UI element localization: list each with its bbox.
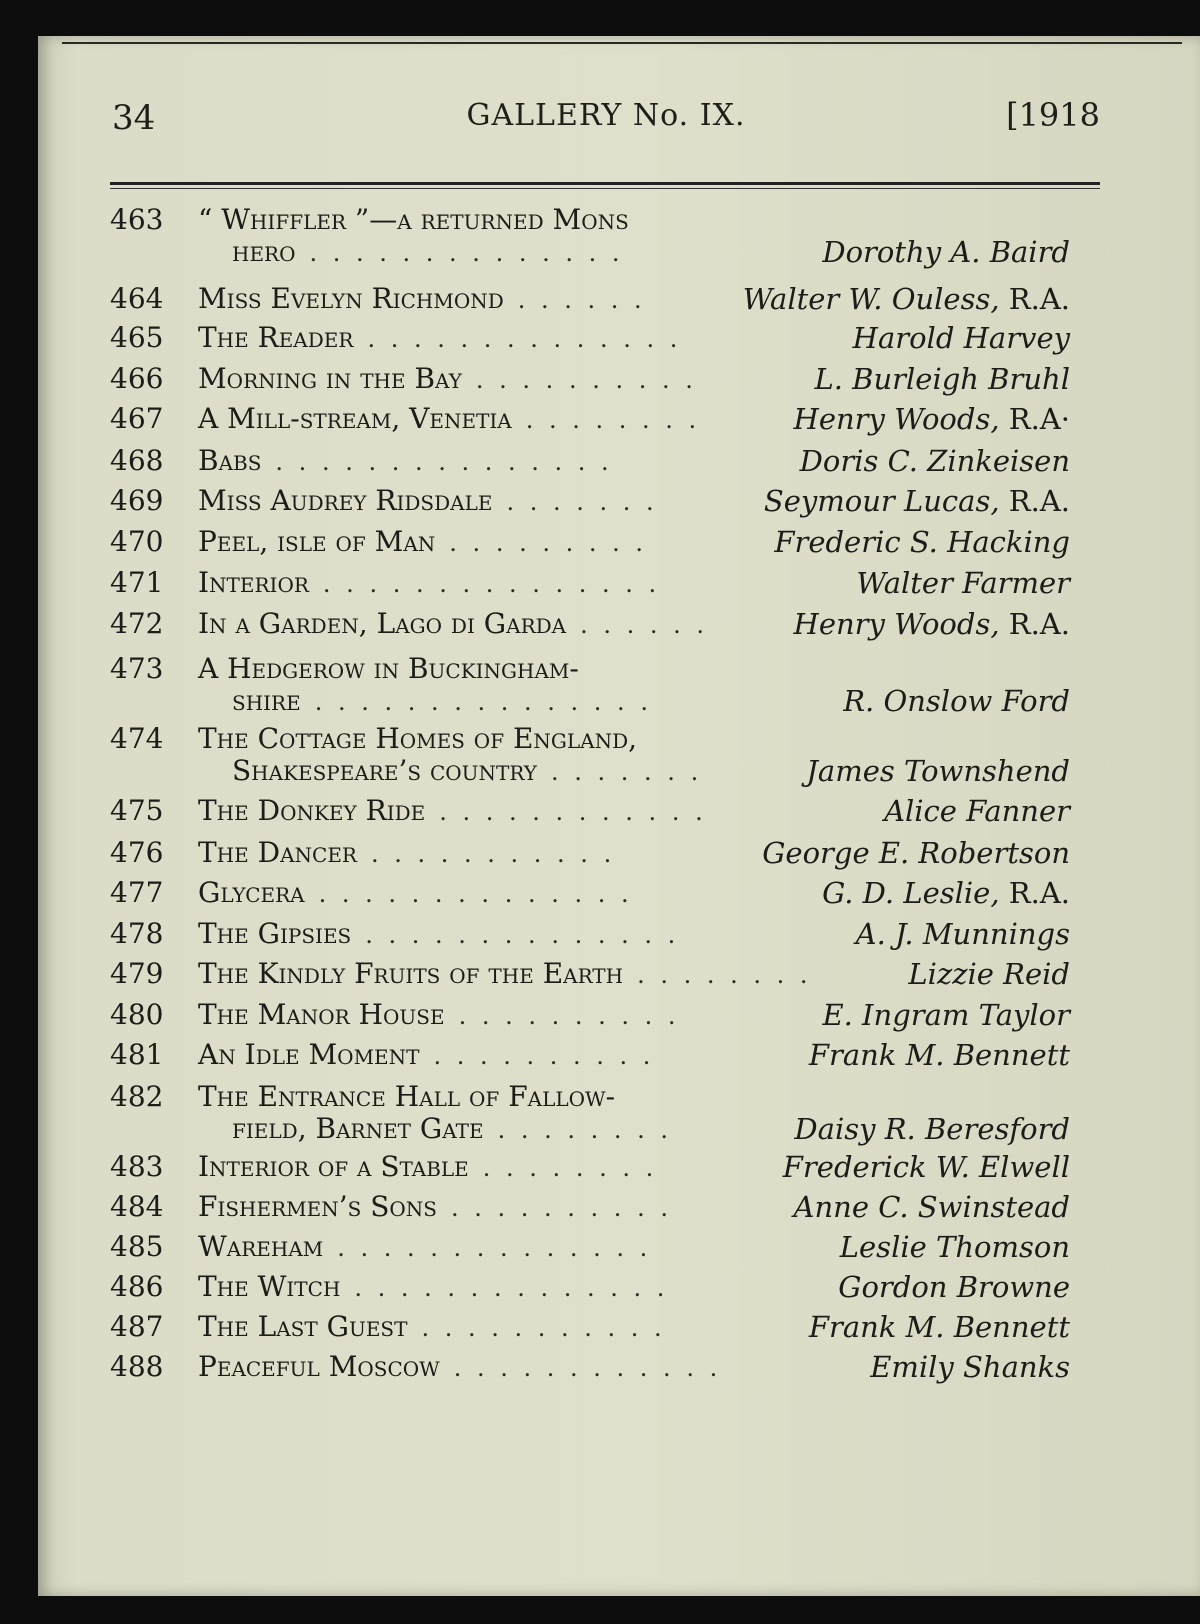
artist-honour: R.A. (999, 484, 1070, 518)
leader-dots: . . . . . . . . . . . (421, 1314, 666, 1342)
running-title: GALLERY No. IX. (466, 98, 746, 133)
leader-dots: . . . . . . . . . . . . . . . (275, 448, 613, 476)
entry-number: 470 (110, 525, 164, 558)
entry-title: The Donkey Ride (198, 794, 426, 827)
entry-title: The Entrance Hall of Fallow- (198, 1080, 616, 1113)
catalogue-entry (110, 444, 1070, 482)
entry-title: The Reader (198, 321, 354, 354)
entry-title: Fishermen’s Sons (198, 1190, 437, 1223)
artist-name: Gordon Browne (838, 1270, 1070, 1304)
artist-name: L. Burleigh Bruhl (814, 362, 1070, 396)
artist-name: Seymour Lucas, R.A. (763, 484, 1070, 518)
catalogue-entry (110, 917, 1070, 955)
entry-title: Babs (198, 444, 262, 477)
entry-number: 480 (110, 998, 164, 1031)
catalogue-entry (110, 722, 1070, 792)
entry-number: 472 (110, 607, 164, 640)
artist-name: Frank M. Bennett (808, 1310, 1070, 1344)
entry-number: 488 (110, 1350, 164, 1383)
entry-number: 479 (110, 957, 164, 990)
entry-title: Interior of a Stable (198, 1150, 469, 1183)
leader-dots: . . . . . . . (506, 488, 658, 516)
entry-title: The Last Guest (198, 1310, 408, 1343)
artist-name: Frank M. Bennett (808, 1038, 1070, 1072)
artist-name: Henry Woods, R.A. (793, 607, 1070, 641)
entry-title: The Kindly Fruits of the Earth (198, 957, 624, 990)
entry-title: The Witch (198, 1270, 341, 1303)
artist-name: Walter Farmer (856, 566, 1070, 600)
entry-number: 473 (110, 652, 164, 685)
year: [1918 (1006, 96, 1100, 134)
catalogue-entry (110, 1080, 1070, 1150)
entry-title: The Dancer (198, 836, 357, 869)
top-edge-rule (62, 42, 1182, 44)
leader-dots: . . . . . . . . . . (451, 1194, 672, 1222)
artist-name: Alice Fanner (884, 794, 1070, 828)
leader-dots: . . . . . . . . . . . . (453, 1354, 722, 1382)
artist-name: R. Onslow Ford (843, 684, 1070, 718)
entry-number: 478 (110, 917, 164, 950)
entry-number: 486 (110, 1270, 164, 1303)
entry-number: 471 (110, 566, 164, 599)
catalogue-entry (110, 321, 1070, 359)
catalogue-entry (110, 607, 1070, 645)
entry-number: 485 (110, 1230, 164, 1263)
entry-number: 481 (110, 1038, 164, 1071)
entry-number: 466 (110, 362, 164, 395)
artist-name: A. J. Munnings (855, 917, 1070, 951)
entry-number: 476 (110, 836, 164, 869)
entry-number: 484 (110, 1190, 164, 1223)
catalogue-entry (110, 998, 1070, 1036)
entry-title: The Gipsies (198, 917, 352, 950)
catalogue-entry (110, 794, 1070, 832)
catalogue-entry (110, 203, 1070, 273)
entry-number: 477 (110, 876, 164, 909)
entry-title: Peaceful Moscow (198, 1350, 440, 1383)
catalogue-entry (110, 1150, 1070, 1188)
artist-name: Leslie Thomson (839, 1230, 1070, 1264)
leader-dots: . . . . . . . . . . . . (439, 798, 707, 826)
entry-number: 464 (110, 282, 164, 315)
catalogue-entry (110, 1038, 1070, 1076)
entry-title-continued: field, Barnet Gate (232, 1112, 484, 1145)
catalogue-entry (110, 1350, 1070, 1388)
entry-title: Miss Audrey Ridsdale (198, 484, 493, 517)
artist-name: Harold Harvey (852, 321, 1070, 355)
page-header (112, 92, 1100, 152)
entry-number: 463 (110, 203, 164, 236)
catalogue-entry (110, 525, 1070, 563)
leader-dots: . . . . . . . . . . . . . . . (314, 688, 652, 716)
entry-title: The Cottage Homes of England, (198, 722, 638, 755)
leader-dots: . . . . . . . . . . . . . . (354, 1274, 669, 1302)
entry-title-continued: Shakespeare’s country (232, 754, 538, 787)
entry-number: 487 (110, 1310, 164, 1343)
artist-name: Emily Shanks (870, 1350, 1070, 1384)
leader-dots: . . . . . . . . . . (475, 366, 697, 394)
artist-name: Walter W. Ouless, R.A. (742, 282, 1070, 316)
leader-dots: . . . . . . . . . . . . . . (318, 880, 633, 908)
entry-number: 468 (110, 444, 164, 477)
entry-number: 467 (110, 402, 164, 435)
entry-title: An Idle Moment (198, 1038, 420, 1071)
leader-dots: . . . . . . . . . . . . . . (309, 239, 624, 267)
artist-name: G. D. Leslie, R.A. (822, 876, 1070, 910)
catalogue-entry (110, 957, 1070, 995)
catalogue-entry (110, 1270, 1070, 1308)
artist-name: Lizzie Reid (908, 957, 1070, 991)
entry-title: Wareham (198, 1230, 324, 1263)
catalogue-entry (110, 876, 1070, 914)
artist-name: Dorothy A. Baird (822, 235, 1070, 269)
entry-title: Morning in the Bay (198, 362, 462, 395)
leader-dots: . . . . . . . . . . (433, 1042, 655, 1070)
catalogue-entry (110, 402, 1070, 440)
entry-title: A Mill-stream, Venetia (198, 402, 512, 435)
leader-dots: . . . . . . . . (497, 1116, 673, 1144)
catalogue-entry (110, 484, 1070, 522)
header-rule-thick (110, 182, 1100, 185)
leader-dots: . . . . . . . . . . . . . . (337, 1234, 652, 1262)
entry-number: 475 (110, 794, 164, 827)
catalogue-entry (110, 282, 1070, 320)
entry-number: 469 (110, 484, 164, 517)
leader-dots: . . . . . . . . . . . . . . (367, 325, 682, 353)
artist-name: Doris C. Zinkeisen (799, 444, 1070, 478)
page-number: 34 (112, 98, 156, 138)
leader-dots: . . . . . . . . (525, 406, 701, 434)
catalogue-entry (110, 1310, 1070, 1348)
artist-name: Frederic S. Hacking (774, 525, 1070, 559)
leader-dots: . . . . . . . . (482, 1154, 658, 1182)
entry-title-continued: shire (232, 684, 301, 717)
artist-name: Frederick W. Elwell (782, 1150, 1070, 1184)
entry-number: 465 (110, 321, 164, 354)
artist-honour: R.A. (999, 876, 1070, 910)
catalogue-entry (110, 836, 1070, 874)
leader-dots: . . . . . . . . . . . . . . . (322, 570, 661, 598)
entry-number: 483 (110, 1150, 164, 1183)
artist-name: James Townshend (806, 754, 1070, 788)
entry-title: In a Garden, Lago di Garda (198, 607, 567, 640)
entry-title: Glycera (198, 876, 305, 909)
catalogue-entry (110, 566, 1070, 604)
entry-title: The Manor House (198, 998, 445, 1031)
catalogue-entry (110, 652, 1070, 722)
leader-dots: . . . . . . (517, 286, 646, 314)
leader-dots: . . . . . . . . . . (458, 1002, 680, 1030)
artist-name: E. Ingram Taylor (822, 998, 1070, 1032)
catalogue-entry (110, 362, 1070, 400)
entry-title: Miss Evelyn Richmond (198, 282, 504, 315)
header-rule-thin (110, 188, 1100, 189)
artist-honour: R.A. (999, 607, 1070, 641)
artist-name: Daisy R. Beresford (794, 1112, 1070, 1146)
entry-title: “ Whiffler ”—a returned Mons (198, 203, 629, 236)
leader-dots: . . . . . . . . (637, 961, 812, 989)
artist-honour: R.A· (999, 402, 1070, 436)
entry-title-continued: hero (232, 235, 296, 268)
artist-name: George E. Robertson (762, 836, 1070, 870)
entry-title: Interior (198, 566, 309, 599)
entry-title: A Hedgerow in Buckingham- (198, 652, 579, 685)
artist-honour: R.A. (999, 282, 1070, 316)
catalogue-entry (110, 1190, 1070, 1228)
artist-name: Anne C. Swinstead (793, 1190, 1070, 1224)
leader-dots: . . . . . . . . . . . . . . (365, 921, 680, 949)
entry-number: 474 (110, 722, 164, 755)
entry-number: 482 (110, 1080, 164, 1113)
entry-title: Peel, ısle of Man (198, 525, 436, 558)
catalogue-entry (110, 1230, 1070, 1268)
leader-dots: . . . . . . . (551, 758, 703, 786)
leader-dots: . . . . . . . . . (449, 529, 647, 557)
leader-dots: . . . . . . (580, 611, 709, 639)
artist-name: Henry Woods, R.A· (793, 402, 1070, 436)
leader-dots: . . . . . . . . . . . (370, 840, 616, 868)
